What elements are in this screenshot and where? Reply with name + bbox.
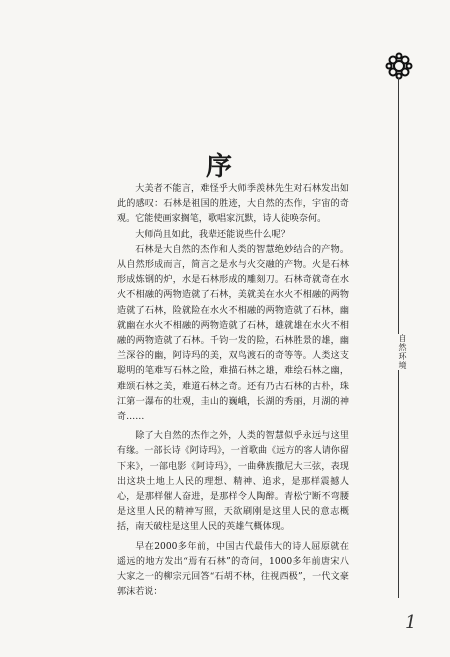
knot-ornament-icon (385, 52, 413, 80)
paragraph: 除了大自然的杰作之外，人类的智慧似乎永远与这里有缘。一部长诗《阿诗玛》，一首歌曲《远方的客人请你留下来》，一部电影《阿诗玛》，一曲彝族撒尼大三弦，表现出这块土地上人民的理想、精神、追求，是那样震撼人心，是那样催人奋进，是那样令人陶醉。青松宁断不弯腰是这里人民的精神写照，天欲刷刚是这里人民的意志概括，南天破柱是这里人民的英雄气概体现。 (117, 431, 349, 533)
paragraph: 大师尚且如此，我辈还能说些什么呢？ (135, 229, 290, 240)
page-title: 序 (205, 152, 234, 182)
paragraph: 石林是大自然的杰作和人类的智慧绝妙结合的产物。从自然形成而言，简言之是水与火交融的产物。火是石林形成炼钢的炉，水是石林形成的雕刻刀。石林奇就奇在水火不相融的两物造就了石林，美就美在水火不相融的两物造就了石林，险就险在水火不相融的两物造就了石林，幽就幽在水火不相融的两物造就了石林，雄就雄在水火不相融的两物造就了石林。千钧一发的险，石林胜景的雄，幽兰深谷的幽，阿诗玛的美，双鸟渡石的奇等等。人类这支聪明的笔难写石林之险，难描石林之雄，难绘石林之幽，难颂石林之美，难道石林之奇。还有乃古石林的古朴，珠江第一瀑布的壮观，圭山的巍峨，长湖的秀丽，月湖的神奇…… (117, 244, 349, 423)
paragraph: 早在2000多年前，中国古代最伟大的诗人屈原就在遥远的地方发出“焉有石林”的奇问，1000多年前唐宋八大家之一的柳宗元回答“石胡不林，往视西极”，一代文豪郭沫若说： (117, 541, 349, 598)
side-section-label: 自然环境 (391, 334, 407, 370)
body-text (117, 182, 349, 600)
page-number: 1 (405, 612, 417, 633)
paragraph: 大美者不能言，难怪乎大师季羡林先生对石林发出如此的感叹：石林是祖国的胜迹，大自然的杰作，宇宙的奇观。它能使画家搁笔，歌唱家沉默，诗人徒唤奈何。 (117, 184, 349, 225)
